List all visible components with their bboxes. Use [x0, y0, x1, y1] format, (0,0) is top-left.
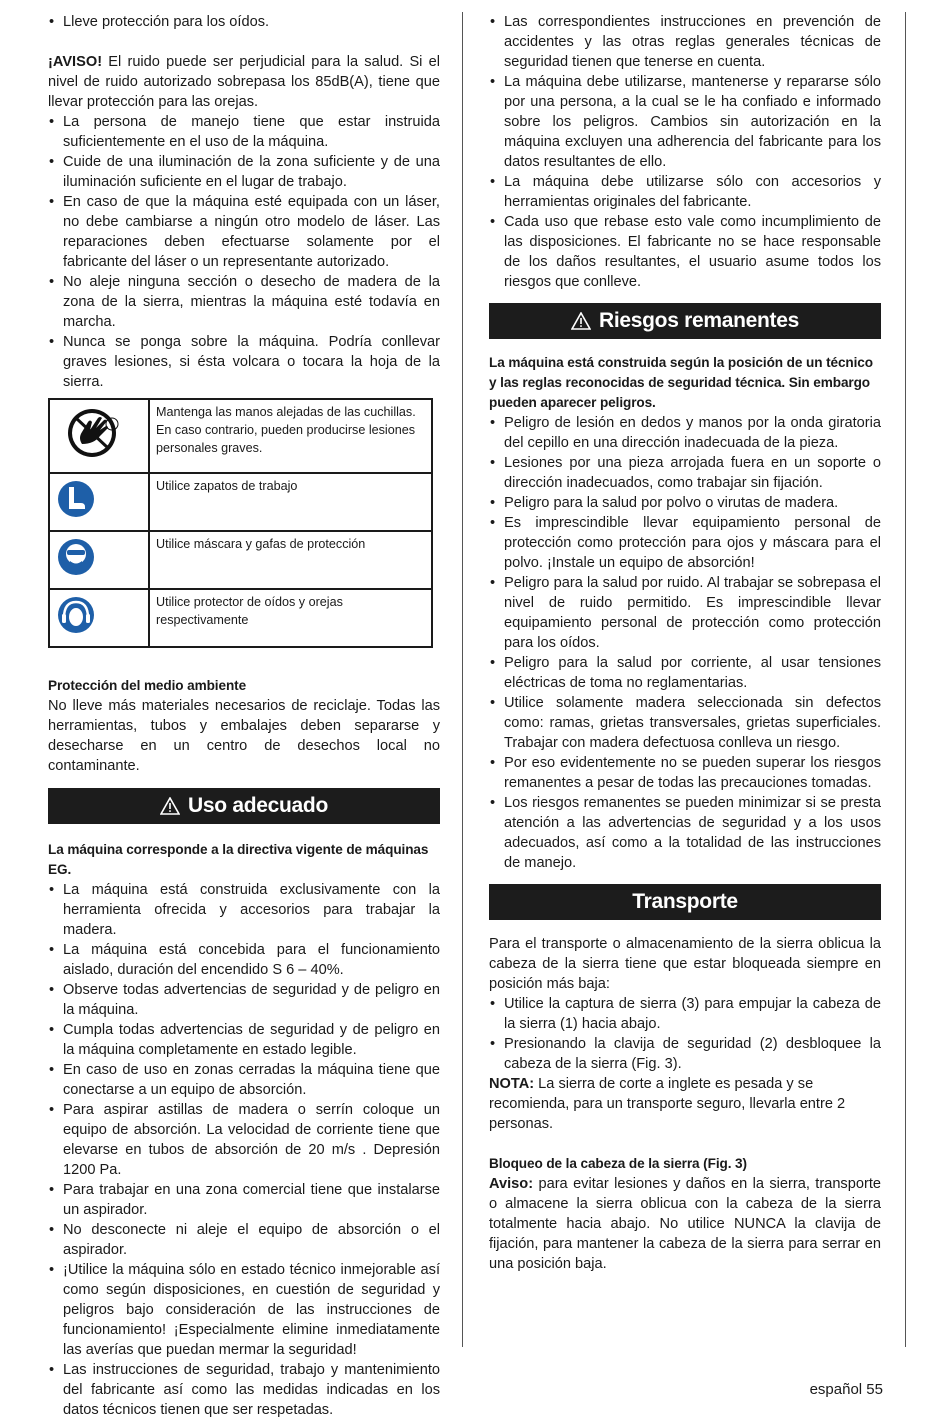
section-title: Riesgos remanentes [598, 309, 800, 332]
list-item: • Es imprescindible llevar equipamiento personal de protección como protección para ojos y máscara para el polvo. ¡Instale un equipo de absorción! [489, 513, 881, 573]
list-item: • La máquina debe utilizarse sólo con accesorios y herramientas originales del fabricante. [489, 172, 881, 212]
list-item: • Observe todas advertencias de seguridad y de peligro en la máquina. [48, 980, 440, 1020]
aviso-text: para evitar lesiones y daños en la sierra, transporte o almacene la sierra oblicua con la cabeza de la sierra totalmente hacia abajo. No utilice NUNCA la clavija de fijación, para mantener la cabeza de la sierra para serrar en una posición baja. [489, 1176, 881, 1272]
list-item: • No desconecte ni aleje el equipo de absorción o el aspirador. [48, 1220, 440, 1260]
table-row [49, 531, 432, 589]
list-item: • No aleje ninguna sección o desecho de madera de la zona de la sierra, mientras la máquina esté todavía en marcha. [48, 272, 440, 332]
icon-cell [49, 399, 149, 473]
list-item: • Peligro para la salud por polvo o virutas de madera. [489, 493, 881, 513]
table-row [49, 473, 432, 531]
bloqueo-heading: Bloqueo de la cabeza de la sierra (Fig. 3) [489, 1156, 747, 1171]
section-banner-riesgos [489, 303, 881, 339]
table-row [49, 399, 432, 473]
section-banner-uso [48, 788, 440, 824]
list-item: • Cumpla todas advertencias de seguridad y de peligro en la máquina completamente en estado legible. [48, 1020, 440, 1060]
safety-symbols-table [48, 398, 433, 648]
list-item: • Las instrucciones de seguridad, trabajo y mantenimiento del fabricante así como las medidas indicadas en los datos técnicos tienen que ser respetadas. [48, 1360, 440, 1420]
list-item: • Por eso evidentemente no se pueden superar los riesgos remanentes a pesar de todas las precauciones tomadas. [489, 753, 881, 793]
list-item: • ¡Utilice la máquina sólo en estado técnico inmejorable así como según disposiciones, en cuestión de seguridad y peligros bajo consideración de las instrucciones de funcionamiento! ¡Especialmente elimine inmediatamente las averías que puedan mermar la seguridad! [48, 1260, 440, 1360]
safety-text-hands: Mantenga las manos alejadas de las cuchillas. En caso contrario, pueden producirse lesiones personales graves. [149, 399, 432, 473]
noise-warning [48, 52, 440, 112]
list-item: • Utilice solamente madera seleccionada sin defectos como: ramas, grietas transversales, grietas superficiales. Trabajar con madera defectuosa conlleva un riesgo. [489, 693, 881, 753]
list-item: • Los riesgos remanentes se pueden minimizar si se presta atención a las advertencias de seguridad y a los usos adecuados, así como a la totalidad de las instrucciones de manejo. [489, 793, 881, 873]
warning-triangle-icon [571, 312, 591, 330]
bullet-ear-protection: • Lleve protección para los oídos. [48, 12, 440, 32]
safety-text-shoes: Utilice zapatos de trabajo [149, 473, 432, 531]
riesgos-subheading: La máquina está construida según la posición de un técnico y las reglas reconocidas de seguridad técnica. Sin embargo pueden aparecer peligros. [489, 355, 873, 410]
list-item: • Cada uso que rebase esto vale como incumplimiento de las disposiciones. El fabricante no se hace responsable de los daños resultantes, el usuario asume todos los riesgos que conlleve. [489, 212, 881, 292]
list-item: • Las correspondientes instrucciones en prevención de accidentes y las otras reglas generales técnicas de seguridad tienen que tenerse en cuenta. [489, 12, 881, 72]
list-item: • En caso de que la máquina esté equipada con un láser, no debe cambiarse a ningún otro modelo de láser. Las reparaciones deben efectuarse solamente por el fabricante del láser o un representante autorizado. [48, 192, 440, 272]
table-row [49, 589, 432, 647]
right-column [489, 12, 881, 1274]
section-banner-transporte [489, 884, 881, 920]
transporte-intro: Para el transporte o almacenamiento de la sierra oblicua la cabeza de la sierra tiene que estar bloqueada siempre en posición más baja: [489, 936, 881, 992]
warning-triangle-icon [160, 797, 180, 815]
list-item: • Para trabajar en una zona comercial tiene que instalarse un aspirador. [48, 1180, 440, 1220]
list-item: • Cuide de una iluminación de la zona suficiente y de una iluminación suficiente en el lugar de trabajo. [48, 152, 440, 192]
list-item: • La máquina está concebida para el funcionamiento aislado, duración del encendido S 6 – 40%. [48, 940, 440, 980]
mask-goggles-icon [50, 532, 146, 582]
list-item: • La máquina está construida exclusivamente con la herramienta ofrecida y accesorios para trabajar la madera. [48, 880, 440, 940]
uso-subheading: La máquina corresponde a la directiva vigente de máquinas EG. [48, 842, 429, 877]
column-divider-right [905, 12, 906, 1347]
nota-text: La sierra de corte a inglete es pesada y se recomienda, para un transporte seguro, llevarla entre 2 personas. [489, 1076, 846, 1132]
list-item: • Peligro para la salud por corriente, al usar tensiones eléctricas de toma no reglamentarias. [489, 653, 881, 693]
list-item: • Utilice la captura de sierra (3) para empujar la cabeza de la sierra (1) hacia abajo. [489, 994, 881, 1034]
list-item: • En caso de uso en zonas cerradas la máquina tiene que conectarse a un equipo de absorción. [48, 1060, 440, 1100]
nota-paragraph [489, 1074, 881, 1134]
list-item: • Para aspirar astillas de madera o serrín coloque un equipo de absorción. La velocidad de corriente tiene que elevarse en tubos de absorción de 20 m/s . Depresión 1200 Pa. [48, 1100, 440, 1180]
environment-text: No lleve más materiales necesarios de reciclaje. Todas las herramientas, tubos y embalajes deben separarse y desecharse en un centro de desechos local no contaminante. [48, 698, 440, 774]
icon-cell [49, 531, 149, 589]
aviso-label: Aviso: [489, 1176, 534, 1192]
list-item: • La máquina debe utilizarse, mantenerse y repararse sólo por una persona, a la cual se le ha confiado e informado sobre los peligros. Cambios sin autorización en la máquina excluyen una adherencia del fabricante para los datos resultantes de ello. [489, 72, 881, 172]
list-item: • Peligro de lesión en dedos y manos por la onda giratoria del cepillo en una dirección inadecuada de la pieza. [489, 413, 881, 453]
nota-label: NOTA: [489, 1076, 535, 1092]
ear-protection-icon [50, 590, 146, 640]
page-number: español 55 [809, 1381, 883, 1398]
column-divider-left [462, 12, 463, 1347]
icon-cell [49, 473, 149, 531]
list-item: • Nunca se ponga sobre la máquina. Podría conllevar graves lesiones, si ésta volcara o tocara la hoja de la sierra. [48, 332, 440, 392]
hand-warning-icon [50, 400, 146, 466]
section-title: Uso adecuado [188, 794, 328, 817]
safety-text-mask: Utilice máscara y gafas de protección [149, 531, 432, 589]
section-title: Transporte [632, 890, 738, 913]
list-item: • Lesiones por una pieza arrojada fuera en un soporte o dirección inadecuados, como trabajar sin fijación. [489, 453, 881, 493]
warning-label: ¡AVISO! [48, 54, 103, 70]
safety-text-ears: Utilice protector de oídos y orejas respectivamente [149, 589, 432, 647]
list-item: • Presionando la clavija de seguridad (2) desbloquee la cabeza de la sierra (Fig. 3). [489, 1034, 881, 1074]
environment-heading: Protección del medio ambiente [48, 678, 247, 693]
warning-text: El ruido puede ser perjudicial para la salud. Si el nivel de ruido autorizado sobrepasa los 85dB(A), tiene que llevar protección para las orejas. [48, 54, 440, 110]
icon-cell [49, 589, 149, 647]
aviso-paragraph [489, 1174, 881, 1274]
safety-shoes-icon [50, 474, 146, 524]
list-item: • Peligro para la salud por ruido. Al trabajar se sobrepasa el nivel de ruido permitido. Es imprescindible llevar equipamiento personal de protección como protección para los oídos. [489, 573, 881, 653]
left-column [48, 12, 440, 1420]
list-item: • La persona de manejo tiene que estar instruida suficientemente en el uso de la máquina. [48, 112, 440, 152]
